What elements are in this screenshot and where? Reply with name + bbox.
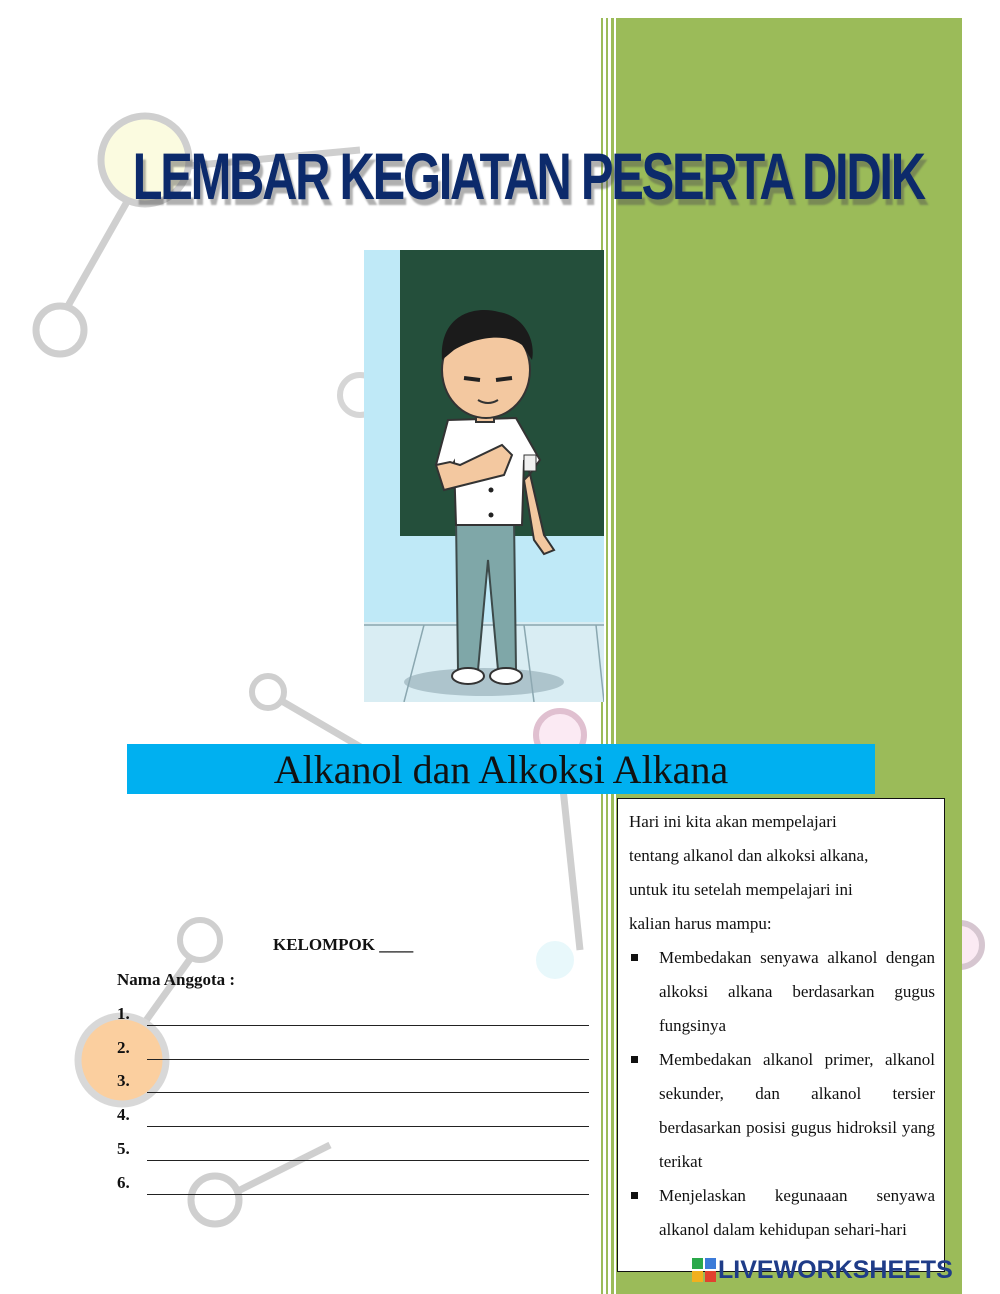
member-line-2[interactable] (117, 1038, 589, 1062)
objectives-list (629, 941, 935, 1247)
member-number: 3. (117, 1071, 130, 1090)
member-number: 5. (117, 1139, 130, 1158)
liveworksheets-watermark[interactable] (692, 1254, 992, 1286)
topic-title: Alkanol dan Alkoksi Alkana (273, 747, 729, 792)
member-name-blank[interactable] (147, 1092, 589, 1093)
objective-text: Membedakan alkanol primer, alkanol sekunder, dan alkanol tersier berdasarkan posisi gugus hidroksil yang terikat (659, 1050, 935, 1171)
objectives-intro (629, 805, 929, 941)
intro-line: tentang alkanol dan alkoksi alkana, (629, 846, 869, 865)
objective-text: Membedakan senyawa alkanol dengan alkoksi alkana berdasarkan gugus fungsinya (659, 948, 935, 1035)
member-line-4[interactable] (117, 1105, 589, 1129)
objective-text: Menjelaskan kegunaaan senyawa alkanol dalam kehidupan sehari-hari (659, 1186, 935, 1239)
intro-line: untuk itu setelah mempelajari ini (629, 880, 853, 899)
member-name-blank[interactable] (147, 1025, 589, 1026)
student-illustration (364, 250, 604, 702)
intro-line: Hari ini kita akan mempelajari (629, 812, 837, 831)
objective-item (629, 1043, 935, 1179)
members-label: Nama Anggota : (117, 970, 236, 989)
member-line-6[interactable] (117, 1173, 589, 1197)
member-line-1[interactable] (117, 1004, 589, 1028)
learning-objectives-box (617, 798, 945, 1272)
group-number-label: KELOMPOK ____ (273, 935, 414, 954)
member-name-blank[interactable] (147, 1059, 589, 1060)
intro-line: kalian harus mampu: (629, 914, 772, 933)
member-line-5[interactable] (117, 1139, 589, 1163)
member-name-blank[interactable] (147, 1160, 589, 1161)
liveworksheets-logo-icon (692, 1258, 716, 1282)
member-number: 2. (117, 1038, 130, 1057)
square-bullet-icon (631, 1192, 638, 1199)
liveworksheets-logo-text: LIVEWORKSHEETS (718, 1256, 953, 1284)
topic-banner (127, 744, 875, 794)
member-name-blank[interactable] (147, 1126, 589, 1127)
member-number: 4. (117, 1105, 130, 1124)
objective-item (629, 941, 935, 1043)
member-number: 6. (117, 1173, 130, 1192)
member-name-blank[interactable] (147, 1194, 589, 1195)
member-number: 1. (117, 1004, 130, 1023)
page-title: LEMBAR KEGIATAN PESERTA DIDIK (132, 139, 924, 213)
square-bullet-icon (631, 954, 638, 961)
member-line-3[interactable] (117, 1071, 589, 1095)
square-bullet-icon (631, 1056, 638, 1063)
objective-item (629, 1179, 935, 1247)
